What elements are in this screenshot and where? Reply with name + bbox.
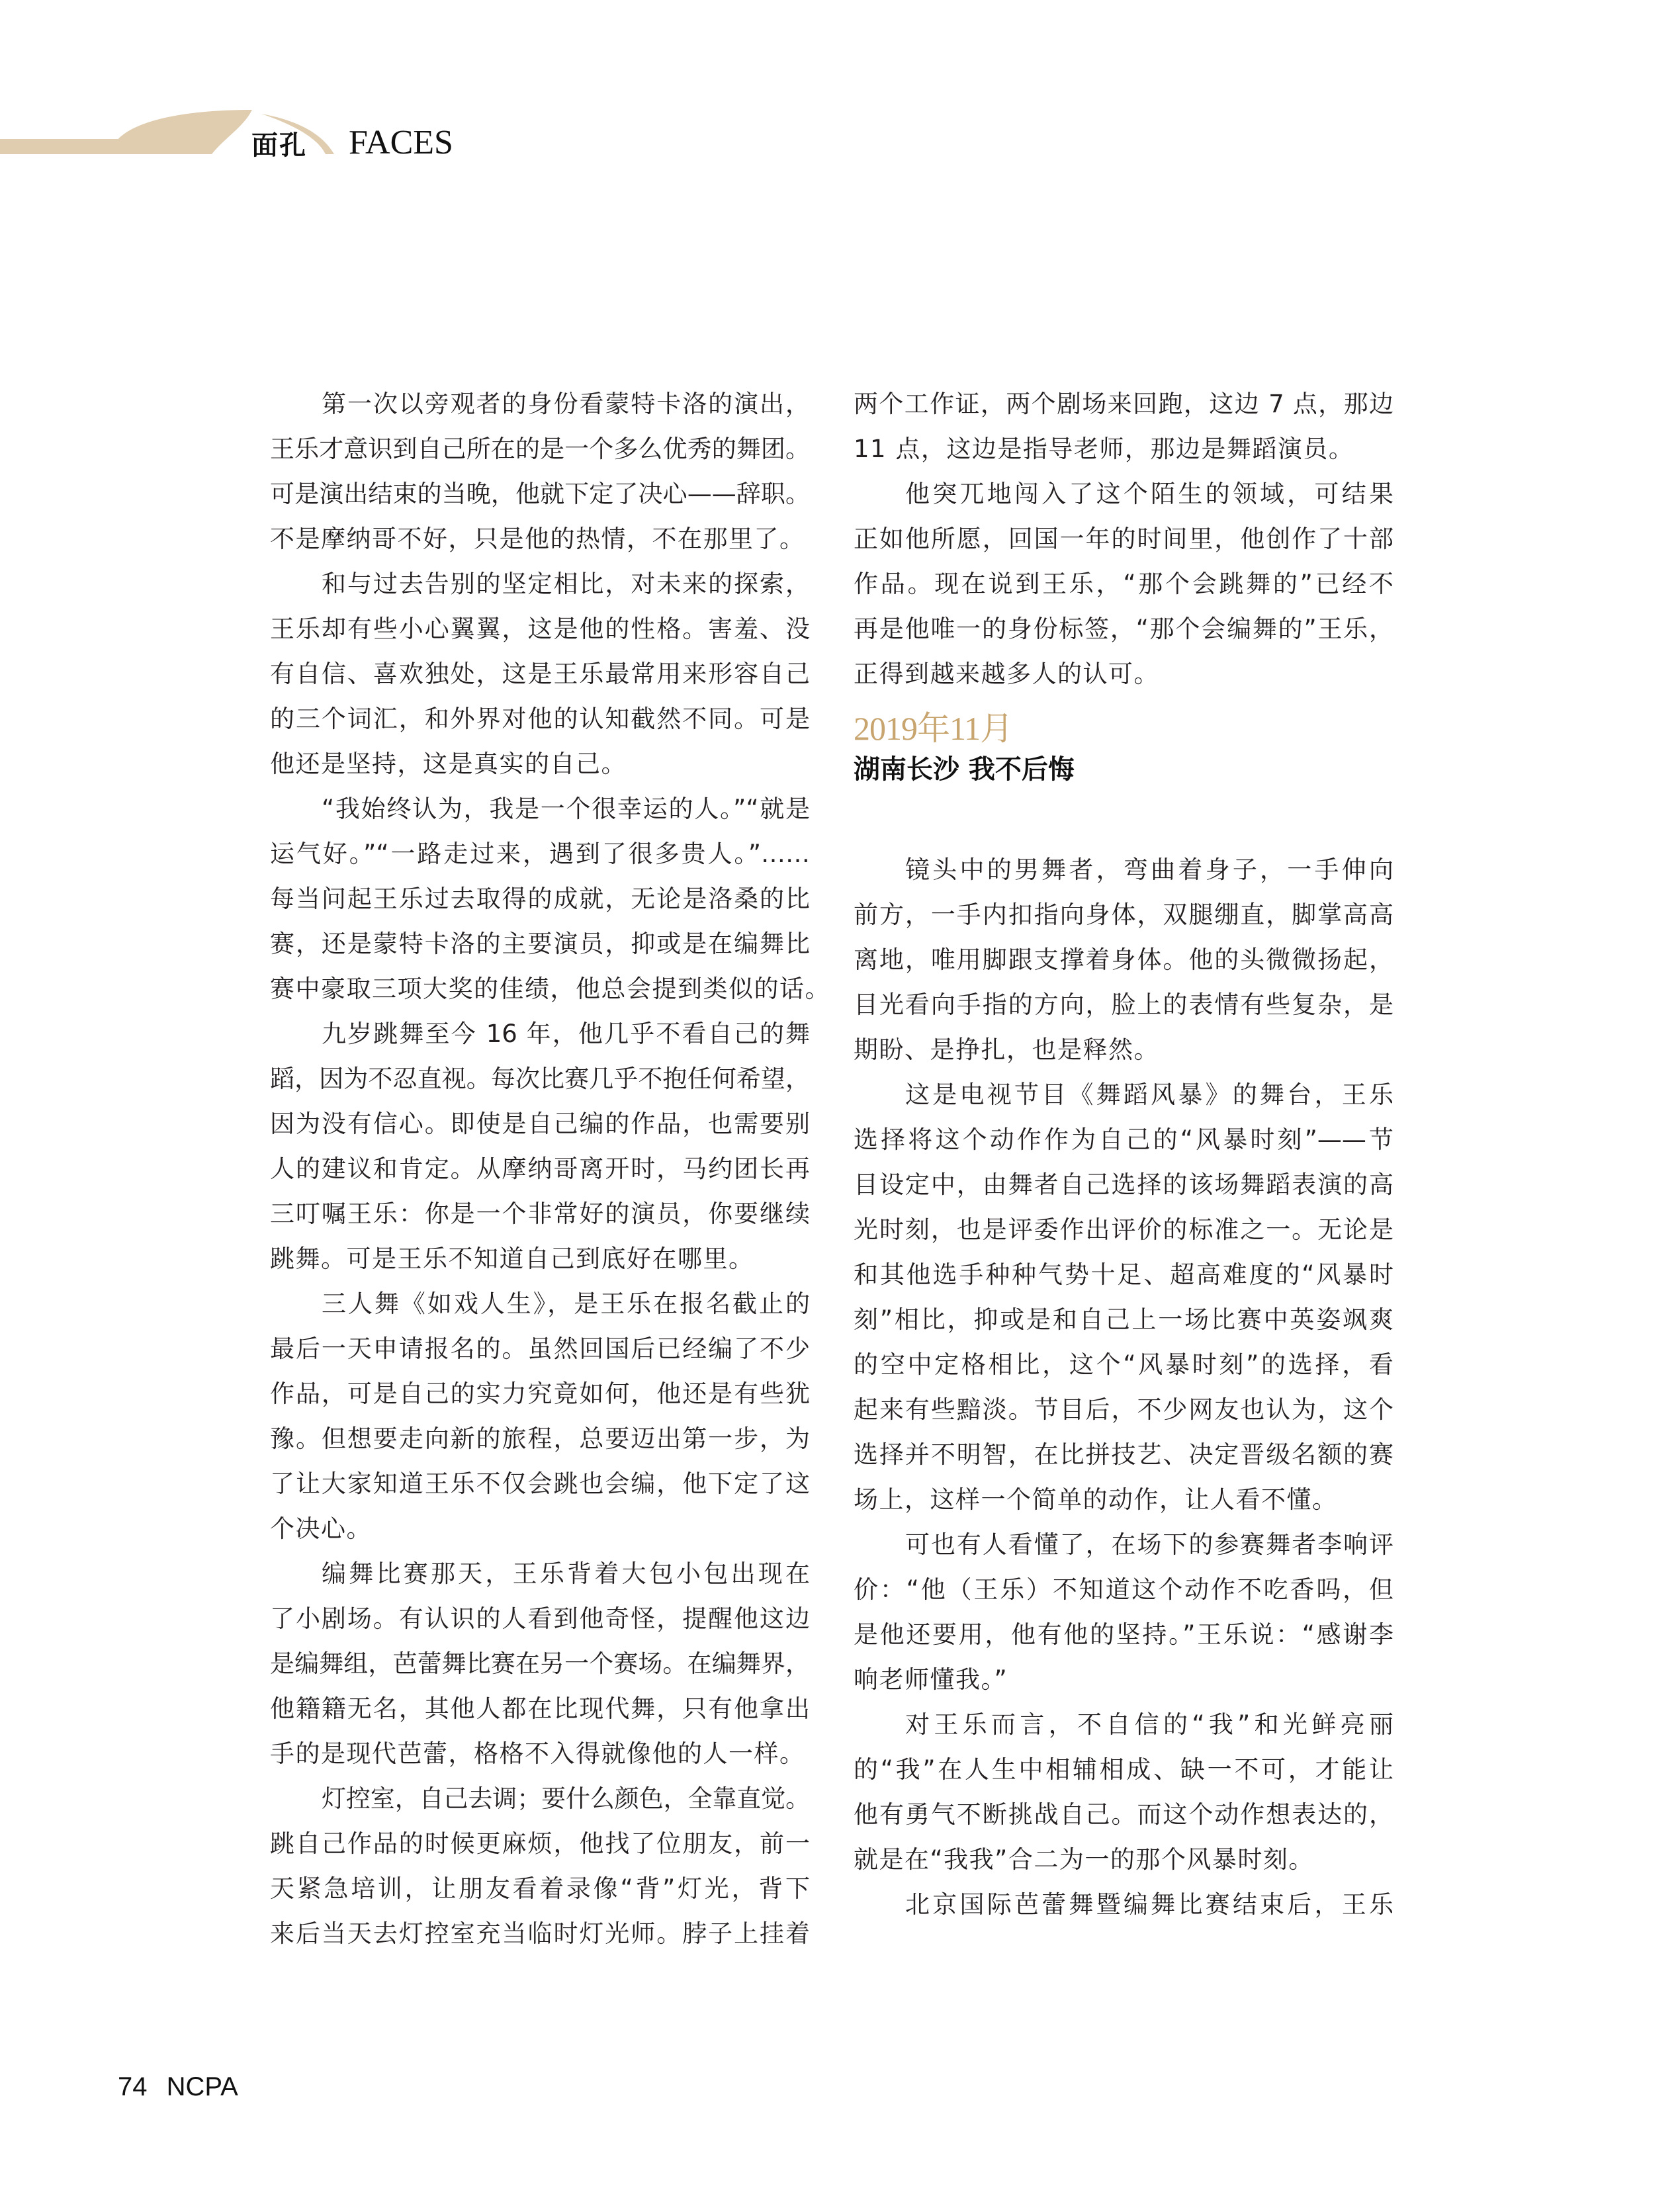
text-line: 赛中豪取三项大奖的佳绩，他总会提到类似的话。 — [270, 975, 830, 1003]
text-line: 作品。现在说到王乐，“那个会跳舞的”已经不 — [854, 570, 1393, 598]
paragraph — [854, 848, 1393, 1072]
text-line: 就是在“我我”合二为一的那个风暴时刻。 — [854, 1845, 1314, 1874]
text-line: 王乐才意识到自己所在的是一个多么优秀的舞团。 — [270, 435, 810, 463]
text-line: 了让大家知道王乐不仅会跳也会编，他下定了这 — [270, 1469, 810, 1498]
text-line: 来后当天去灯控室充当临时灯光师。脖子上挂着 — [270, 1919, 810, 1948]
page-number: 74 — [118, 2072, 148, 2101]
text-line: 的空中定格相比，这个“风暴时刻”的选择，看 — [854, 1350, 1393, 1379]
header-dome — [110, 110, 252, 154]
left-column — [270, 382, 830, 1956]
text-line: 手的是现代芭蕾，格格不入得就像他的人一样。 — [270, 1739, 805, 1768]
text-line: 响老师懂我。” — [854, 1665, 1008, 1694]
text-line: 跳舞。可是王乐不知道自己到底好在哪里。 — [270, 1245, 754, 1273]
text-line: 编舞比赛那天，王乐背着大包小包出现在 — [322, 1559, 810, 1588]
paragraph — [270, 787, 830, 1012]
paragraph — [270, 1776, 810, 1956]
text-line: 不是摩纳哥不好，只是他的热情，不在那里了。 — [270, 525, 805, 553]
right-column-body-text — [854, 848, 1393, 1927]
publication-name: NCPA — [166, 2072, 238, 2101]
text-line: 北京国际芭蕾舞暨编舞比赛结束后，王乐 — [905, 1890, 1393, 1919]
page-footer — [118, 2071, 238, 2103]
text-line: 场上，这样一个简单的动作，让人看不懂。 — [854, 1485, 1338, 1514]
text-line: 了小剧场。有认识的人看到他奇怪，提醒他这边 — [270, 1604, 810, 1633]
text-line: 11 点，这边是指导老师，那边是舞蹈演员。 — [854, 435, 1354, 463]
text-line: 目光看向手指的方向，脸上的表情有些复杂，是 — [854, 990, 1393, 1019]
text-line: 刻”相比，抑或是和自己上一场比赛中英姿飒爽 — [854, 1305, 1393, 1334]
text-line: “我始终认为，我是一个很幸运的人。”“就是 — [322, 795, 810, 823]
paragraph — [854, 472, 1393, 697]
text-line: 第一次以旁观者的身份看蒙特卡洛的演出， — [322, 390, 810, 418]
text-line: 三叮嘱王乐：你是一个非常好的演员，你要继续 — [270, 1200, 810, 1228]
text-line: 镜头中的男舞者，弯曲着身子，一手伸向 — [905, 855, 1393, 884]
paragraph — [270, 1012, 810, 1282]
text-line: 他有勇气不断挑战自己。而这个动作想表达的， — [854, 1800, 1393, 1829]
text-line: 是编舞组，芭蕾舞比赛在另一个赛场。在编舞界， — [270, 1649, 810, 1678]
text-line: 王乐却有些小心翼翼，这是他的性格。害羞、没 — [270, 615, 810, 643]
section-heading-block — [854, 697, 1393, 848]
text-line: 赛，还是蒙特卡洛的主要演员，抑或是在编舞比 — [270, 930, 810, 958]
text-line: 再是他唯一的身份标签，“那个会编舞的”王乐， — [854, 615, 1393, 643]
right-column-top-text — [854, 382, 1393, 697]
text-line: 有自信、喜欢独处，这是王乐最常用来形容自己 — [270, 660, 810, 688]
header-band — [0, 139, 118, 154]
text-line: 是他还要用，他有他的坚持。”王乐说：“感谢李 — [854, 1620, 1393, 1649]
text-line: 和其他选手种种气势十足、超高难度的“风暴时 — [854, 1260, 1393, 1289]
text-line: 他籍籍无名，其他人都在比现代舞，只有他拿出 — [270, 1694, 810, 1723]
paragraph — [854, 1702, 1393, 1882]
paragraph — [270, 382, 810, 562]
paragraph — [270, 1282, 810, 1552]
text-line: 运气好。”“一路走过来，遇到了很多贵人。”…… — [270, 840, 810, 868]
text-line: 天紧急培训，让朋友看着录像“背”灯光，背下 — [270, 1874, 810, 1903]
text-line: 人的建议和肯定。从摩纳哥离开时，马约团长再 — [270, 1155, 810, 1183]
text-line: 九岁跳舞至今 16 年，他几乎不看自己的舞 — [322, 1020, 810, 1048]
text-line: 选择将这个动作作为自己的“风暴时刻”——节 — [854, 1125, 1393, 1154]
text-line: 正如他所愿，回国一年的时间里，他创作了十部 — [854, 525, 1393, 553]
paragraph — [854, 1522, 1393, 1702]
text-line: 他还是坚持，这是真实的自己。 — [270, 750, 627, 778]
text-line: 跳自己作品的时候更麻烦，他找了位朋友，前一 — [270, 1829, 810, 1858]
section-label-en: FACES — [349, 124, 453, 161]
text-line: 个决心。 — [270, 1514, 372, 1543]
text-line: 价：“他（王乐）不知道这个动作不吃香吗，但 — [854, 1575, 1393, 1604]
section-label-cn: 面孔 — [251, 130, 307, 161]
text-line: 光时刻，也是评委作出评价的标准之一。无论是 — [854, 1215, 1393, 1244]
text-line: 这是电视节目《舞蹈风暴》的舞台，王乐 — [905, 1080, 1393, 1109]
text-line: 可是演出结束的当晚，他就下定了决心——辞职。 — [270, 480, 810, 508]
text-line: 目设定中，由舞者自己选择的该场舞蹈表演的高 — [854, 1170, 1393, 1199]
text-line: 蹈，因为不忍直视。每次比赛几乎不抱任何希望， — [270, 1065, 810, 1093]
text-line: 灯控室，自己去调；要什么颜色，全靠直觉。 — [322, 1784, 810, 1813]
text-line: 的三个词汇，和外界对他的认知截然不同。可是 — [270, 705, 810, 733]
right-column — [854, 382, 1393, 1927]
text-line: 离地，唯用脚跟支撑着身体。他的头微微扬起， — [854, 945, 1393, 974]
text-line: 正得到越来越多人的认可。 — [854, 660, 1159, 688]
section-header — [0, 99, 503, 172]
text-line: 因为没有信心。即使是自己编的作品，也需要别 — [270, 1110, 810, 1138]
text-line: 三人舞《如戏人生》，是王乐在报名截止的 — [322, 1290, 810, 1318]
text-line: 的“我”在人生中相辅相成、缺一不可，才能让 — [854, 1755, 1393, 1784]
text-line: 他突兀地闯入了这个陌生的领域，可结果 — [905, 480, 1393, 508]
paragraph — [854, 1882, 1393, 1927]
paragraph — [854, 1072, 1393, 1522]
text-line: 起来有些黯淡。节目后，不少网友也认为，这个 — [854, 1395, 1393, 1424]
text-line: 选择并不明智，在比拼技艺、决定晋级名额的赛 — [854, 1440, 1393, 1469]
section-title: 湖南长沙 我不后悔 — [854, 754, 1075, 785]
text-line: 前方，一手内扣指向身体，双腿绷直，脚掌高高 — [854, 900, 1393, 929]
text-line: 对王乐而言，不自信的“我”和光鲜亮丽 — [905, 1710, 1393, 1739]
paragraph — [270, 1552, 810, 1776]
text-line: 可也有人看懂了，在场下的参赛舞者李响评 — [905, 1530, 1393, 1559]
paragraph — [270, 562, 810, 787]
text-line: 作品，可是自己的实力究竟如何，他还是有些犹 — [270, 1379, 810, 1408]
text-line: 期盼、是挣扎，也是释然。 — [854, 1035, 1159, 1064]
text-line: 豫。但想要走向新的旅程，总要迈出第一步，为 — [270, 1424, 810, 1453]
text-line: 和与过去告别的坚定相比，对未来的探索， — [322, 570, 810, 598]
text-line: 每当问起王乐过去取得的成就，无论是洛桑的比 — [270, 885, 810, 913]
text-line: 两个工作证，两个剧场来回跑，这边 7 点，那边 — [854, 390, 1393, 418]
text-line: 最后一天申请报名的。虽然回国后已经编了不少 — [270, 1335, 810, 1363]
paragraph — [854, 382, 1393, 472]
section-date: 2019年11月 — [854, 710, 1013, 747]
